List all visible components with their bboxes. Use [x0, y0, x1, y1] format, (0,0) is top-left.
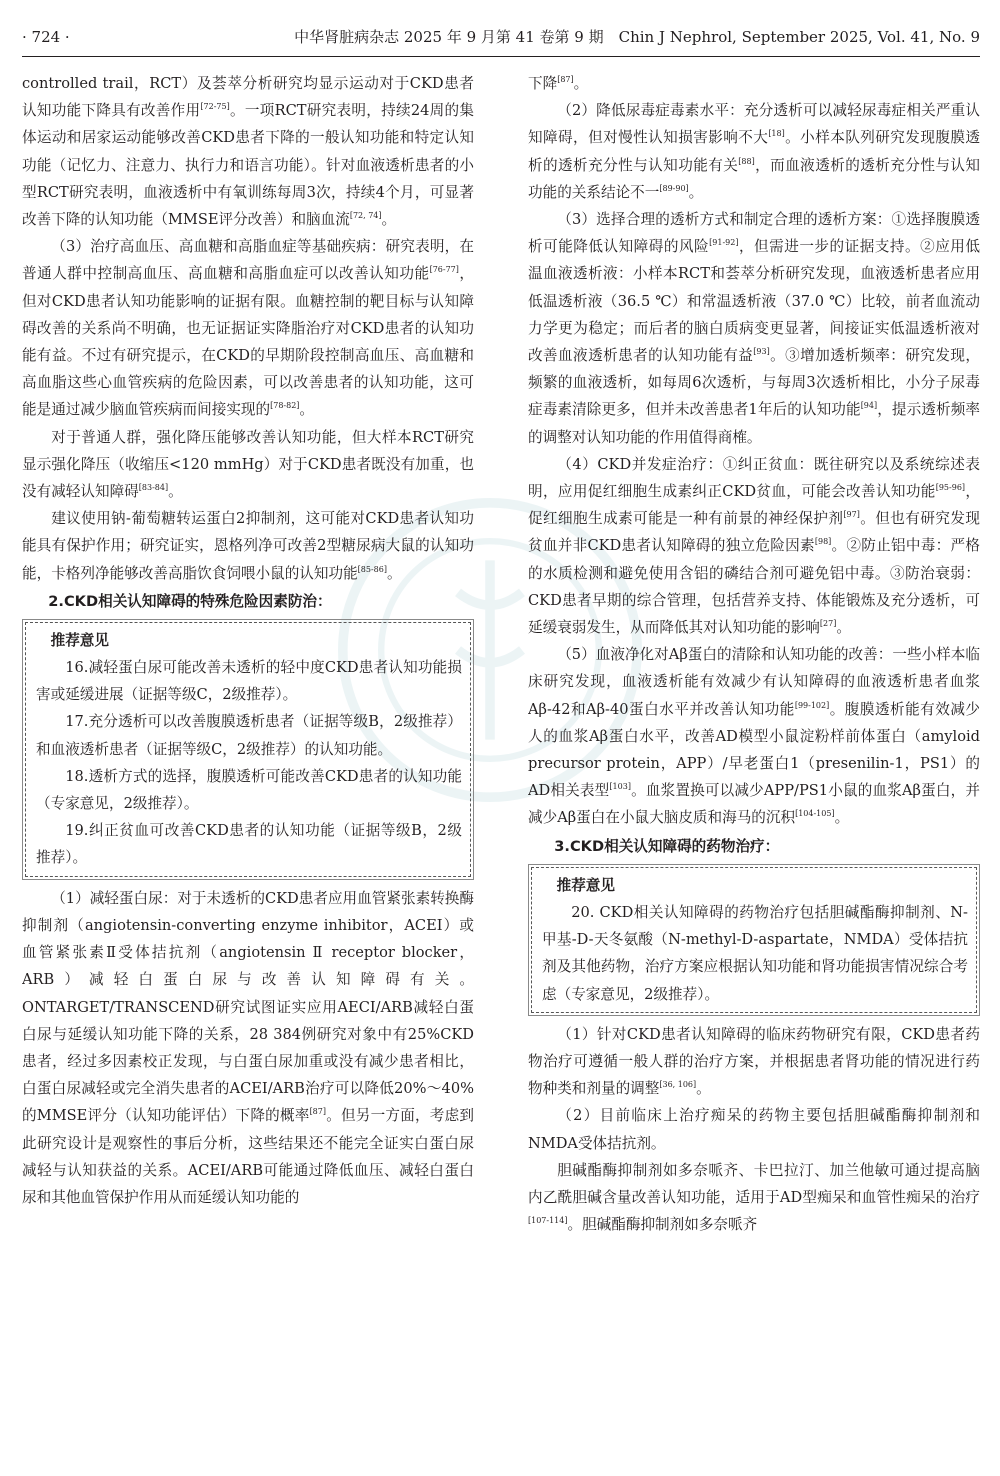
paragraph: （1）减轻蛋白尿：对于未透析的CKD患者应用血管紧张素转换酶抑制剂（angiotensin-converting enzyme inhibitor，ACEI）或血管紧张素Ⅱ受体拮抗剂（angiotensin Ⅱ receptor blocker，ARB）减轻白蛋白尿与改善认知障碍有关。ONTARGET/TRANSCEND研究试图证实应用AECI/ARB减轻白蛋白尿与延缓认知功能下降的关系，28 384例研究对象中有25%CKD患者，经过多因素校正发现，与白蛋白尿加重或没有减少患者相比，白蛋白尿减轻或完全消失患者的ACEI/ARB治疗可以降低20%～40%的MMSE评分（认知功能评估）下降的概率[87]。但另一方面，考虑到此研究设计是观察性的事后分析，这些结果还不能完全证实白蛋白尿减轻与认知获益的关系。ACEI/ARB可能通过降低血压、减轻白蛋白尿和其他血管保护作用从而延缓认知功能的: [22, 889, 474, 1206]
paragraph: （2）降低尿毒症毒素水平：充分透析可以减轻尿毒症相关严重认知障碍，但对慢性认知损害影响不大[18]。小样本队列研究发现腹膜透析的透析充分性与认知功能有关[88]，而血液透析的透析充分性与认知功能的关系结论不一[89-90]。: [528, 102, 980, 201]
recommendation-item: 18.透析方式的选择，腹膜透析可能改善CKD患者的认知功能（专家意见，2级推荐）。: [36, 767, 462, 813]
paragraph: （5）血液净化对Aβ蛋白的清除和认知功能的改善：一些小样本临床研究发现，血液透析能有效减少有认知障碍的血液透析患者血浆Aβ-42和Aβ-40蛋白水平并改善认知功能[99-102]。腹膜透析能有效减少人的血浆Aβ蛋白水平，改善AD模型小鼠淀粉样前体蛋白（amyloid precursor protein，APP）/早老蛋白1（presenilin-1，PS1）的AD相关表型[103]。血浆置换可以减少APP/PS1小鼠的血浆Aβ蛋白，并减少Aβ蛋白在小鼠大脑皮质和海马的沉积[104-105]。: [528, 646, 980, 827]
paragraph: controlled trail，RCT）及荟萃分析研究均显示运动对于CKD患者认知功能下降具有改善作用[72-75]。一项RCT研究表明，持续24周的集体运动和居家运动能够改善CKD患者下降的一般认知功能和特定认知功能（记忆力、注意力、执行力和语言功能）。针对血液透析患者的小型RCT研究表明，血液透析中有氧训练每周3次，持续4个月，可显著改善下降的认知功能（MMSE评分改善）和脑血流[72, 74]。: [22, 75, 474, 229]
section-heading: 3.CKD相关认知障碍的药物治疗：: [554, 837, 780, 855]
paragraph: 胆碱酯酶抑制剂如多奈哌齐、卡巴拉汀、加兰他敏可通过提高脑内乙酰胆碱含量改善认知功能，适用于AD型痴呆和血管性痴呆的治疗[107-114]。胆碱酯酶抑制剂如多奈哌齐: [528, 1161, 980, 1234]
recommendation-item: 16.减轻蛋白尿可能改善未透析的轻中度CKD患者认知功能损害或延缓进展（证据等级C，2级推荐）。: [36, 659, 462, 704]
page-number: · 724 ·: [22, 28, 70, 46]
journal-citation: 中华肾脏病杂志 2025 年 9 月第 41 卷第 9 期 Chin J Nephrol, September 2025, Vol. 41, No. 9: [294, 28, 980, 46]
paragraph: （3）选择合理的透析方式和制定合理的透析方案：①选择腹膜透析可能降低认知障碍的风险[91-92]，但需进一步的证据支持。②应用低温血液透析液：小样本RCT和荟萃分析研究发现，血液透析患者应用低温透析液（36.5 ℃）和常温透析液（37.0 ℃）比较，前者血流动力学更为稳定；而后者的脑白质病变更显著，间接证实低温透析液对改善血液透析患者的认知功能有益[93]。③增加透析频率：研究发现，频繁的血液透析，如每周6次透析，与每周3次透析相比，小分子尿毒症毒素清除更多，但并未改善患者1年后的认知功能[94]，提示透析频率的调整对认知功能的作用值得商榷。: [528, 211, 980, 446]
paragraph: 下降[87]。: [528, 75, 589, 92]
left-column: [22, 70, 474, 1470]
box-title: 推荐意见: [556, 876, 615, 894]
paragraph: （3）治疗高血压、高血糖和高脂血症等基础疾病：研究表明，在普通人群中控制高血压、高血糖和高脂血症可以改善认知功能[76-77]，但对CKD患者认知功能影响的证据有限。血糖控制的靶目标与认知障碍改善的关系尚不明确，也无证据证实降脂治疗对CKD患者的认知功能有益。不过有研究提示，在CKD的早期阶段控制高血压、高血糖和高血脂这些心血管疾病的危险因素，可以改善患者的认知功能，这可能是通过减少脑血管疾病而间接实现的[78-82]。: [22, 238, 474, 419]
paragraph: 对于普通人群，强化降压能够改善认知功能，但大样本RCT研究显示强化降压（收缩压<120 mmHg）对于CKD患者既没有加重，也没有减轻认知障碍[83-84]。: [22, 428, 474, 501]
recommendation-box: [25, 622, 471, 877]
paragraph: （2）目前临床上治疗痴呆的药物主要包括胆碱酯酶抑制剂和NMDA受体拮抗剂。: [528, 1107, 980, 1152]
section-heading: 2.CKD相关认知障碍的特殊危险因素防治：: [48, 592, 332, 610]
recommendation-item: 17.充分透析可以改善腹膜透析患者（证据等级B，2级推荐）和血液透析患者（证据等级C，2级推荐）的认知功能。: [36, 713, 462, 758]
paragraph: 建议使用钠-葡萄糖转运蛋白2抑制剂，这可能对CKD患者认知功能具有保护作用；研究证实，恩格列净可改善2型糖尿病大鼠的认知功能，卡格列净能够改善高脂饮食饲喂小鼠的认知功能[85-86]。: [22, 510, 474, 582]
recommendation-item: 20. CKD相关认知障碍的药物治疗包括胆碱酯酶抑制剂、N-甲基-D-天冬氨酸（N-methyl-D-aspartate，NMDA）受体拮抗剂及其他药物，治疗方案应根据认知功能和肾功能损害情况综合考虑（专家意见，2级推荐）。: [542, 903, 968, 1003]
right-column: [528, 70, 980, 1470]
recommendation-item: 19.纠正贫血可改善CKD患者的认知功能（证据等级B，2级推荐）。: [36, 822, 462, 867]
recommendation-box: [531, 867, 977, 1013]
page-header: [22, 24, 980, 50]
header-rule: [22, 56, 980, 57]
paragraph: （4）CKD并发症治疗：①纠正贫血：既往研究以及系统综述表明，应用促红细胞生成素纠正CKD贫血，可能会改善认知功能[95-96]，促红细胞生成素可能是一种有前景的神经保护剂[97]。但也有研究发现贫血并非CKD患者认知障碍的独立危险因素[98]。②防止铝中毒：严格的水质检测和避免使用含铝的磷结合剂可避免铝中毒。③防治衰弱：CKD患者早期的综合管理，包括营养支持、体能锻炼及充分透析，可延缓衰弱发生，从而降低其对认知功能的影响[27]。: [528, 455, 980, 637]
box-title: 推荐意见: [50, 631, 109, 649]
paragraph: （1）针对CKD患者认知障碍的临床药物研究有限，CKD患者药物治疗可遵循一般人群的治疗方案，并根据患者肾功能的情况进行药物种类和剂量的调整[36, 106]。: [528, 1025, 980, 1098]
